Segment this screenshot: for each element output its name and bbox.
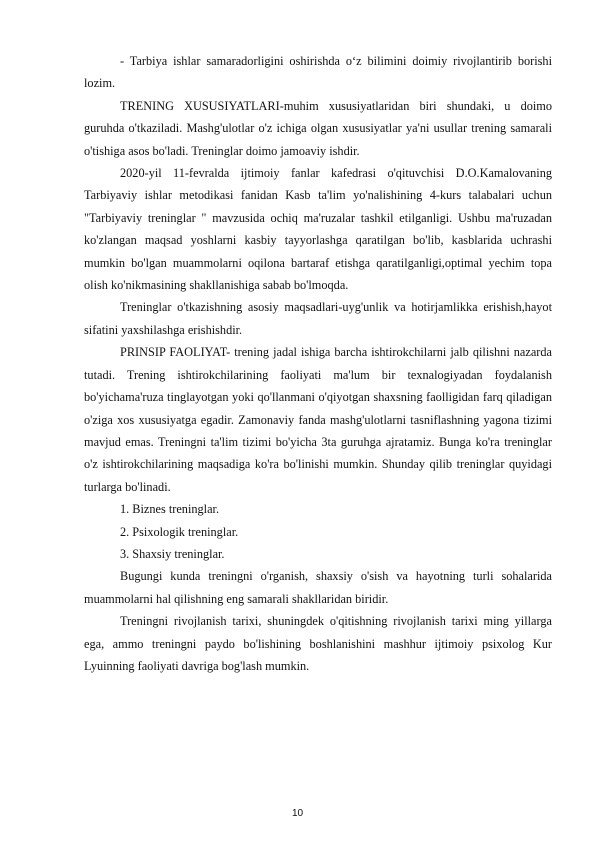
- page-number: 10: [291, 808, 304, 819]
- paragraph-trening-xususiyatlari: TRENING XUSUSIYATLARI-muhim xususiyatlaridan biri shundaki, u doimo guruhda o'tkaziladi. Mashg'ulotlar o'z ichiga olgan xususiyatlar ya'ni usullar trening samarali o'tishiga asos bo'ladi. Treninglar doimo jamoaviy ishdir.: [84, 98, 552, 158]
- paragraph-rivojlanish-tarixi: Treningni rivojlanish tarixi, shuningdek o'qitishning rivojlanish tarixi ming yillarga ega, ammo treningni paydo bo'lishining boshlanishini mashhur ijtimoiy psixolog Kur Lyuinning faoliyati davriga bog'lash mumkin.: [84, 614, 552, 673]
- paragraph-prinsip-faoliyat: PRINSIP FAOLIYAT- trening jadal ishiga barcha ishtirokchilarni jalb qilishni nazarda tutadi. Trening ishtirokchilarining faoliyati ma'lum bir texnalogiyadan foydalanish bo'yichama'ruza tinglayotgan yoki qo'llanmani o'qiyotgan shaxsning faolligidan farq qiladigan o'ziga xos xususiyatga egadir. Zamonaviy fanda mashg'ulotlarni tasniflashning yagona tizimi mavjud emas. Treningni ta'lim tizimi bo'yicha 3ta guruhga ajratamiz. Bunga ko'ra treninglar o'z ishtirokchilarining maqsadiga ko'ra bo'linishi mumkin. Shunday qilib treninglar quyidagi turlarga bo'linadi.: [84, 345, 552, 494]
- document-body: [84, 50, 552, 677]
- list-item-shaxsiy: 3. Shaxsiy treninglar.: [120, 546, 225, 561]
- paragraph-bugungi-kunda: Bugungi kunda treningni o'rganish, shaxsiy o'sish va hayotning turli sohalarida muammolarni hal qilishning eng samarali shakllaridan biridir.: [84, 569, 552, 606]
- list-item-biznes: 1. Biznes treninglar.: [120, 502, 220, 517]
- list-item-psixologik: 2. Psixologik treninglar.: [120, 524, 239, 539]
- paragraph-ochiq-maruza: 2020-yil 11-fevralda ijtimoiy fanlar kafedrasi o'qituvchisi D.O.Kamalovaning Tarbiyaviy ishlar metodikasi fanidan Kasb ta'lim yo'nalishining 4-kurs talabalari uchun "Tarbiyaviy treninglar " mavzusida ochiq ma'ruzalar tashkil etilganligi. Ushbu ma'ruzadan ko'zlangan maqsad yoshlarni kasbiy tayyorlashga qaratilgan bo'lib, kasblarida uchrashi mumkin bo'lgan muammolarni oqilona bartaraf etishga qaratilganligi,optimal yechim topa olish ko'nikmasining shakllanishiga sabab bo'lmoqda.: [84, 166, 552, 293]
- paragraph-asosiy-maqsad: Treninglar o'tkazishning asosiy maqsadlari-uyg'unlik va hotirjamlikka erishish,hayot sifatini yaxshilashga erishishdir.: [84, 300, 552, 337]
- paragraph-tarbiya-intro: - Tarbiya ishlar samaradorligini oshirishda o‘z bilimini doimiy rivojlantirib borishi lozim.: [84, 54, 552, 91]
